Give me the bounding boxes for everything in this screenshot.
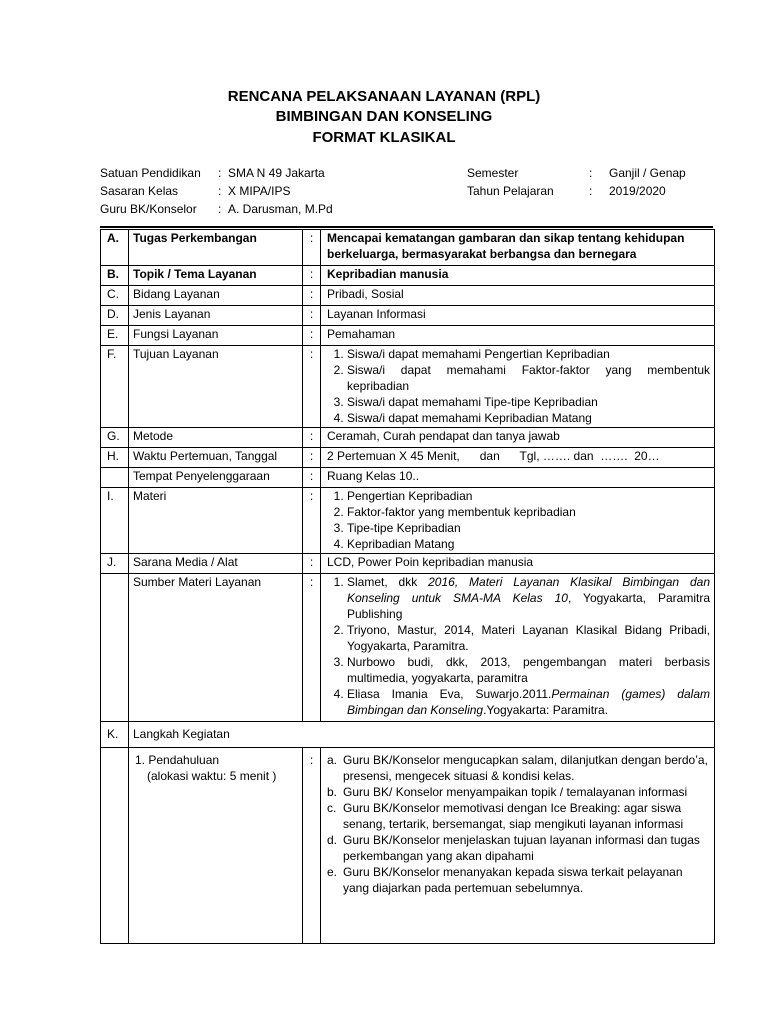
row-label: Tugas Perkembangan: [129, 230, 303, 266]
table-row: [101, 428, 715, 448]
ref-text: Triyono, Mastur, 2014, Materi Layanan Klasikal Bidang Pribadi, Yogyakarta, Paramitra.: [347, 623, 710, 653]
table-row: [101, 554, 715, 574]
reference-item: [347, 654, 710, 686]
step-marker: e.: [327, 865, 338, 879]
row-value: Kepribadian manusia: [321, 266, 715, 286]
step-item: [327, 784, 710, 800]
row-label: Fungsi Layanan: [129, 326, 303, 346]
table-row: [101, 488, 715, 554]
row-label: Tempat Penyelenggaraan: [129, 468, 303, 488]
info-value: A. Darusman, M.Pd: [228, 202, 333, 216]
list-item: 3. Tipe-tipe Kepribadian: [347, 520, 710, 536]
table-row: [101, 468, 715, 488]
row-colon: :: [303, 488, 321, 554]
table-row: [101, 306, 715, 326]
row-colon: :: [303, 230, 321, 266]
row-letter: K.: [101, 722, 129, 748]
row-label: Tujuan Layanan: [129, 346, 303, 428]
row-value: Ceramah, Curah pendapat dan tanya jawab: [321, 428, 715, 448]
row-colon: :: [303, 448, 321, 468]
row-label: Sarana Media / Alat: [129, 554, 303, 574]
row-value: [321, 346, 715, 428]
step-marker: b.: [327, 785, 338, 799]
step-text: Guru BK/Konselor menjelaskan tujuan layanan informasi dan tugas perkembangan yang akan dipahami: [343, 833, 700, 863]
ref-text: .Yogyakarta: Paramitra.: [483, 703, 609, 717]
list-item: 2. Faktor-faktor yang membentuk kepribadian: [347, 504, 710, 520]
reference-list: [327, 574, 710, 718]
step-text: Guru BK/Konselor memotivasi dengan Ice Breaking: agar siswa senang, tertarik, bersemangat, siap mengikuti layanan informasi: [343, 801, 684, 831]
row-label: Materi: [129, 488, 303, 554]
row-label: Sumber Materi Layanan: [129, 574, 303, 722]
list-item: 2. Siswa/i dapat memahami Faktor-faktor yang membentuk kepribadian: [347, 362, 710, 394]
tujuan-list: [327, 346, 710, 426]
step-item: [327, 752, 710, 784]
row-value: [321, 488, 715, 554]
step-item: [327, 800, 710, 832]
info-sep: :: [218, 202, 222, 216]
row-colon: :: [303, 574, 321, 722]
row-label: Langkah Kegiatan: [129, 722, 715, 748]
step-text: Guru BK/Konselor mengucapkan salam, dilanjutkan dengan berdo’a, presensi, mengecek situasi & kondisi kelas.: [343, 753, 708, 783]
table-row: [101, 286, 715, 306]
step-marker: d.: [327, 833, 338, 847]
info-label: Tahun Pelajaran: [467, 184, 554, 198]
info-semester: [467, 166, 686, 180]
row-letter: E.: [101, 326, 129, 346]
row-colon: :: [303, 306, 321, 326]
step-text: Guru BK/ Konselor menyampaikan topik / temalayanan informasi: [343, 785, 688, 799]
doc-title-line-1: RENCANA PELAKSANAAN LAYANAN (RPL): [227, 88, 541, 105]
table-row: [101, 748, 715, 944]
step-marker: c.: [327, 801, 337, 815]
step-text: Guru BK/Konselor menanyakan kepada siswa terkait pelayanan yang diajarkan pada pertemuan sebelumnya.: [343, 865, 683, 895]
info-value: Ganjil / Genap: [609, 166, 686, 180]
row-value: Pribadi, Sosial: [321, 286, 715, 306]
info-label: Guru BK/Konselor: [100, 202, 197, 216]
list-item: 1. Pengertian Kepribadian: [347, 488, 710, 504]
row-letter: A.: [101, 230, 129, 266]
step-marker: a.: [327, 753, 338, 767]
info-label: Sasaran Kelas: [100, 184, 179, 198]
list-item: 3. Siswa/i dapat memahami Tipe-tipe Kepribadian: [347, 394, 710, 410]
list-item: 1. Siswa/i dapat memahami Pengertian Kepribadian: [347, 346, 710, 362]
info-value: SMA N 49 Jakarta: [228, 166, 325, 180]
reference-item: [347, 686, 710, 718]
row-label: Topik / Tema Layanan: [129, 266, 303, 286]
rpl-table: [100, 229, 715, 944]
row-value: Mencapai kematangan gambaran dan sikap tentang kehidupan berkeluarga, bermasyarakat berbangsa dan bernegara: [321, 230, 715, 266]
table-row: [101, 448, 715, 468]
row-letter: I.: [101, 488, 129, 554]
ref-title: Permainan (games) dalam Bimbingan dan Konseling: [347, 687, 710, 717]
row-letter: J.: [101, 554, 129, 574]
step-item: [327, 864, 710, 896]
row-value: [321, 574, 715, 722]
list-item: 4. Kepribadian Matang: [347, 536, 710, 552]
info-sep: :: [218, 184, 222, 198]
ref-text: Slamet, dkk: [347, 575, 429, 589]
row-label: Waktu Pertemuan, Tanggal: [129, 448, 303, 468]
info-sep: :: [589, 166, 593, 180]
info-satuan-pendidikan: [100, 166, 325, 180]
row-value: 2 Pertemuan X 45 Menit, dan Tgl, ……. dan ……. 20…: [321, 448, 715, 468]
row-colon: :: [303, 468, 321, 488]
table-row: [101, 346, 715, 428]
row-letter: H.: [101, 448, 129, 468]
doc-title-line-2: BIMBINGAN DAN KONSELING: [275, 108, 493, 125]
pendahuluan-cell: [129, 748, 303, 944]
row-colon: :: [303, 286, 321, 306]
row-colon: :: [303, 346, 321, 428]
row-label: Metode: [129, 428, 303, 448]
table-row: [101, 230, 715, 266]
table-top-rule: [100, 226, 713, 228]
info-tahun-pelajaran: [467, 184, 666, 198]
info-sep: :: [589, 184, 593, 198]
table-row: [101, 722, 715, 748]
row-label: Jenis Layanan: [129, 306, 303, 326]
row-colon: :: [303, 428, 321, 448]
ref-text: , Yogyakarta, Paramitra Publishing: [347, 591, 710, 621]
row-letter: [101, 574, 129, 722]
info-label: Satuan Pendidikan: [100, 166, 201, 180]
pendahuluan-label: 1. Pendahuluan: [135, 753, 220, 767]
reference-item: [347, 574, 710, 622]
row-letter: B.: [101, 266, 129, 286]
row-value: Pemahaman: [321, 326, 715, 346]
pendahuluan-steps: [321, 748, 715, 944]
row-colon: :: [303, 748, 321, 944]
info-value: X MIPA/IPS: [228, 184, 291, 198]
row-letter: [101, 468, 129, 488]
row-letter: D.: [101, 306, 129, 326]
list-item: 4. Siswa/i dapat memahami Kepribadian Matang: [347, 410, 710, 426]
ref-text: Nurbowo budi, dkk, 2013, pengembangan materi berbasis multimedia, yogyakarta, paramitra: [347, 655, 710, 685]
info-sasaran-kelas: [100, 184, 290, 198]
row-value: LCD, Power Poin kepribadian manusia: [321, 554, 715, 574]
info-label: Semester: [467, 166, 519, 180]
doc-title-line-3: FORMAT KLASIKAL: [312, 129, 456, 146]
ref-title: 2016, Materi Layanan Klasikal Bimbingan dan Konseling untuk SMA-MA Kelas 10: [347, 575, 711, 605]
row-letter: [101, 748, 129, 944]
pendahuluan-time: (alokasi waktu: 5 menit ): [147, 769, 277, 783]
table-row: [101, 326, 715, 346]
info-guru-bk: [100, 202, 333, 216]
table-row: [101, 574, 715, 722]
row-letter: G.: [101, 428, 129, 448]
table-row: [101, 266, 715, 286]
row-letter: C.: [101, 286, 129, 306]
ref-text: Eliasa Imania Eva, Suwarjo.2011.: [347, 687, 552, 701]
row-value: Ruang Kelas 10..: [321, 468, 715, 488]
row-colon: :: [303, 266, 321, 286]
row-colon: :: [303, 326, 321, 346]
info-value: 2019/2020: [609, 184, 666, 198]
row-colon: :: [303, 554, 321, 574]
row-label: Bidang Layanan: [129, 286, 303, 306]
materi-list: [327, 488, 710, 552]
reference-item: [347, 622, 710, 654]
row-value: Layanan Informasi: [321, 306, 715, 326]
info-sep: :: [218, 166, 222, 180]
step-item: [327, 832, 710, 864]
row-letter: F.: [101, 346, 129, 428]
